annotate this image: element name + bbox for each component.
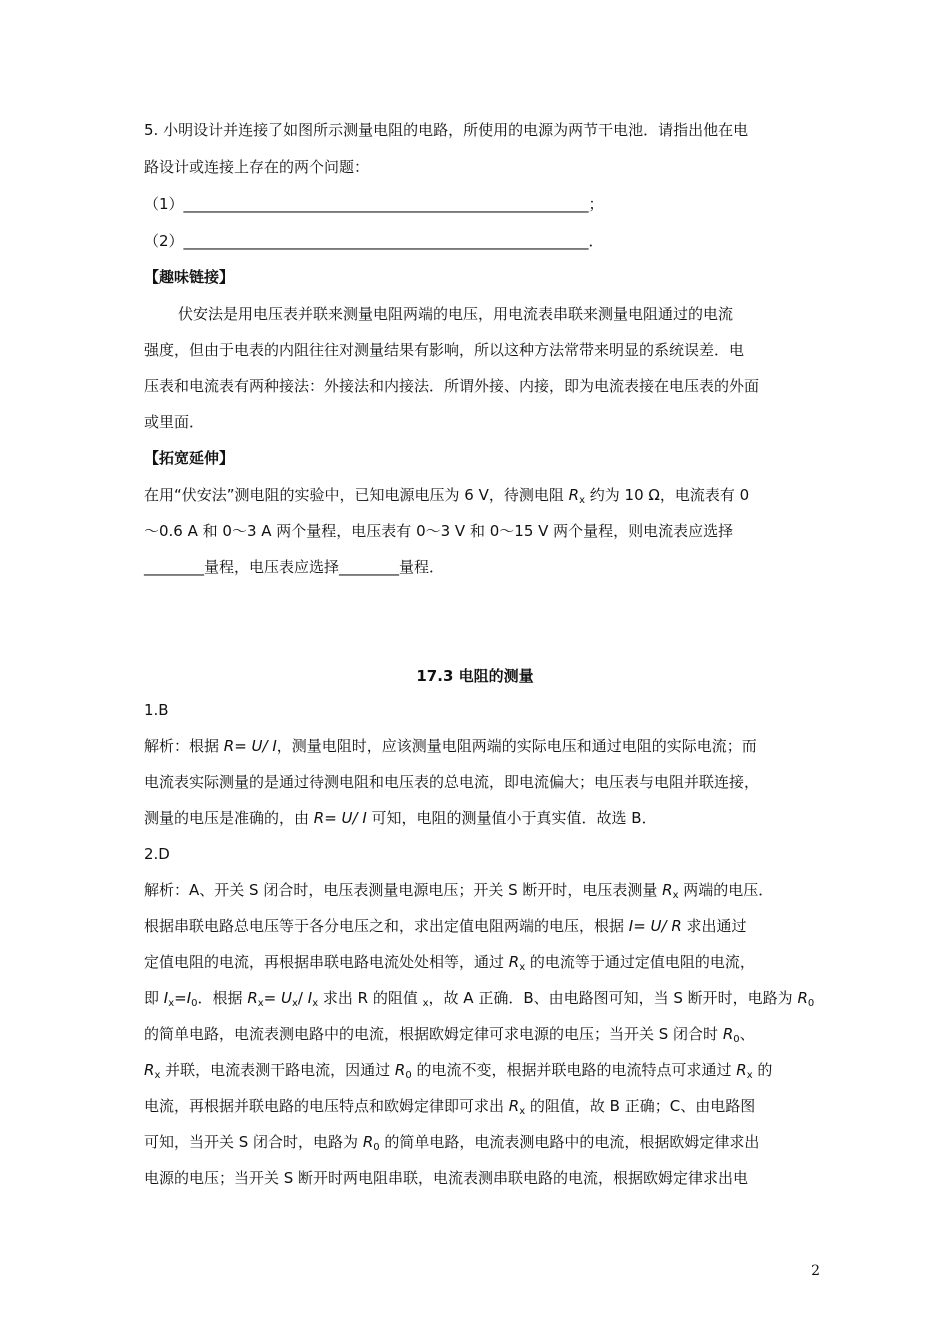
answer2-line6 (144, 1059, 814, 1081)
subscript-x: x (154, 1070, 161, 1081)
subscript-x: x (422, 998, 429, 1009)
fun-link-line: 伏安法是用电压表并联来测量电阻两端的电压，用电流表串联来测量电阻通过的电流 (178, 305, 734, 323)
answer1-line2: 电流表实际测量的是通过待测电阻和电压表的总电流，即电流偏大；电压表与电阻并联连接， (144, 773, 760, 791)
formula: I= U/ R (628, 917, 682, 935)
text-segment: 测量的电压是准确的，由 (144, 809, 314, 827)
answer1-label: 1.B (144, 701, 169, 719)
text-segment: 根据串联电路总电压等于各分电压之和，求出定值电阻两端的电压，根据 (144, 917, 629, 935)
answer2-line7 (144, 1095, 814, 1117)
question5-blank2: （2）______________________________________________________． (144, 232, 604, 250)
text-segment: 约为 10 Ω，电流表有 0 (585, 486, 750, 504)
symbol-I: I (186, 989, 192, 1007)
question5-line2: 路设计或连接上存在的两个问题： (144, 158, 370, 176)
answer2-line5 (144, 1023, 814, 1045)
text-segment: 的阻值，故 B 正确；C、由电路图 (525, 1097, 756, 1115)
text-segment: 定值电阻的电流，再根据串联电路电流处处相等，通过 (144, 953, 509, 971)
text-segment: 电流，再根据并联电路的电压特点和欧姆定律即可求出 (144, 1097, 509, 1115)
text-segment: 的简单电路，电流表测电路中的电流，根据欧姆定律可求电源的电压；当开关 S 闭合时 (144, 1025, 723, 1043)
text-segment: 可知，电阻的测量值小于真实值．故选 B． (366, 809, 657, 827)
answer2-line1 (144, 879, 814, 901)
answer1-line3 (144, 807, 814, 829)
text-segment: 即 (144, 989, 164, 1007)
text-segment: 两端的电压． (678, 881, 774, 899)
subscript-x: x (168, 998, 175, 1009)
text-segment: ．根据 (197, 989, 248, 1007)
text-segment: 求出通过 (681, 917, 747, 935)
symbol-R: R (508, 1097, 520, 1115)
text-segment: 的 (752, 1061, 773, 1079)
fun-link-line: 或里面． (144, 413, 205, 431)
formula: R= U/ I (223, 737, 277, 755)
text-segment: 在用“伏安法”测电阻的实验中，已知电源电压为 6 V，待测电阻 (144, 486, 569, 504)
text-segment: ，故 A 正确．B、由电路图可知，当 S 断开时，电路为 (428, 989, 798, 1007)
subscript-x: x (519, 962, 526, 973)
subscript-x: x (519, 1106, 526, 1117)
question5-line1: 5. 小明设计并连接了如图所示测量电阻的电路，所使用的电源为两节干电池．请指出他在电 (144, 121, 749, 139)
symbol-R: R (662, 881, 673, 899)
symbol-I: I (163, 989, 169, 1007)
text-segment: 解析：根据 (144, 737, 224, 755)
text-segment: 的电流等于通过定值电阻的电流， (525, 953, 755, 971)
subscript-x: x (257, 998, 264, 1009)
symbol-I: I (307, 989, 313, 1007)
symbol-R: R (144, 1061, 155, 1079)
answer2-line2 (144, 915, 814, 937)
subscript-0: 0 (733, 1034, 740, 1045)
subscript-x: x (312, 998, 319, 1009)
text-segment: 、 (739, 1025, 755, 1043)
question5-blank1: （1）______________________________________________________； (144, 195, 604, 213)
subscript-x: x (292, 998, 298, 1009)
extension-line2: ～0.6 A 和 0～3 A 两个量程，电压表有 0～3 V 和 0～15 V 两个量程，则电流表应选择 (144, 522, 734, 540)
subscript-0: 0 (405, 1070, 412, 1081)
subscript-x: x (672, 890, 679, 901)
fun-link-line: 强度，但由于电表的内阻往往对测量结果有影响，所以这种方法常带来明显的系统误差．电 (144, 341, 745, 359)
answers-title: 17.3 电阻的测量 (416, 667, 534, 685)
text-segment: 的电流不变，根据并联电路的电流特点可求通过 (411, 1061, 737, 1079)
text-segment: ，测量电阻时，应该测量电阻两端的实际电压和通过电阻的实际电流；而 (276, 737, 757, 755)
extension-line3: ________量程，电压表应选择________量程． (144, 558, 445, 576)
symbol-U: U (281, 989, 292, 1007)
subscript-x: x (746, 1070, 753, 1081)
extension-line1 (144, 484, 814, 506)
answer2-line4: 即 $I_x=I_0$．根据 $R_x= U_x/$ $I_x$ 求出 R 的阻值 $_x$，故 A 正确．B、由电路图可知，当 S 断开时，电路为 $R_0$ (144, 989, 815, 1009)
answer2-line9: 电源的电压；当开关 S 断开时两电阻串联，电流表测串联电路的电流，根据欧姆定律求出电 (144, 1169, 749, 1187)
answer2-label: 2.D (144, 845, 170, 863)
text-segment: 解析：A、开关 S 闭合时，电压表测量电源电压；开关 S 断开时，电压表测量 (144, 881, 663, 899)
answer2-line8 (144, 1131, 814, 1153)
symbol-R: R (797, 989, 808, 1007)
subscript-0: 0 (807, 998, 815, 1009)
text-segment: 求出 R 的阻值 (318, 989, 423, 1007)
symbol-R: R (508, 953, 520, 971)
subscript-x: x (579, 495, 586, 506)
extension-heading: 【拓宽延伸】 (144, 449, 235, 467)
text-segment: 可知，当开关 S 闭合时，电路为 (144, 1133, 363, 1151)
answer1-line1 (144, 735, 814, 757)
symbol-R: R (722, 1025, 734, 1043)
page-number: 2 (811, 1263, 820, 1279)
symbol-R: R (394, 1061, 406, 1079)
symbol-R: R (736, 1061, 747, 1079)
subscript-0: 0 (373, 1142, 380, 1153)
fun-link-line: 压表和电流表有两种接法：外接法和内接法．所谓外接、内接，即为电流表接在电压表的外面 (144, 377, 760, 395)
text-segment: 并联，电流表测干路电流，因通过 (160, 1061, 395, 1079)
fun-link-heading: 【趣味链接】 (144, 268, 235, 286)
symbol-R: R (568, 486, 580, 504)
formula: R= U/ I (313, 809, 367, 827)
symbol-R: R (247, 989, 258, 1007)
answer2-line3 (144, 951, 814, 973)
symbol-R: R (362, 1133, 374, 1151)
subscript-0: 0 (191, 998, 198, 1009)
text-segment: 的简单电路，电流表测电路中的电流，根据欧姆定律求出 (379, 1133, 760, 1151)
